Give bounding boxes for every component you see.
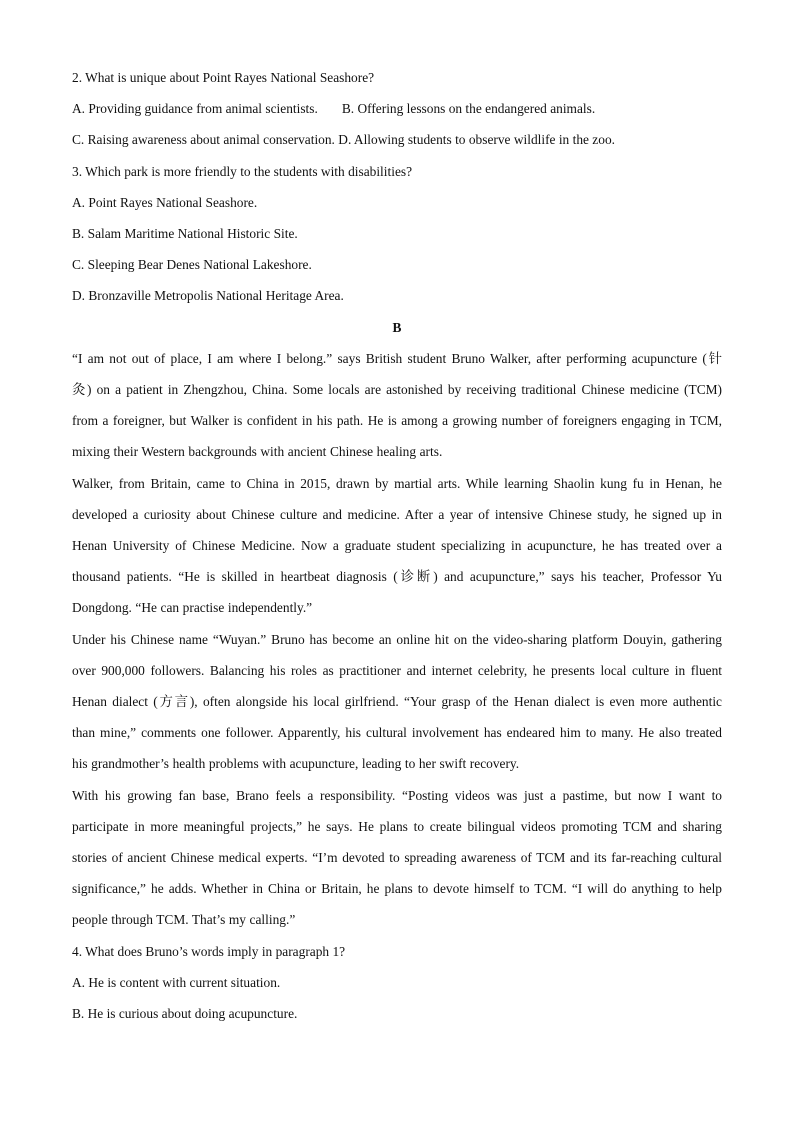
question-3-option-d: D. Bronzaville Metropolis National Heritage Area.: [72, 288, 344, 304]
question-2-options-ab: [72, 93, 722, 124]
paragraph-2-line: Dongdong. “He can practise independently.”: [72, 600, 313, 616]
paragraph-3-line: Under his Chinese name “Wuyan.” Bruno has become an online hit on the video-sharing platform Douyin, gathering: [72, 631, 722, 647]
paragraph-4: [72, 780, 722, 936]
question-2-option-b: B. Offering lessons on the endangered animals.: [341, 101, 596, 117]
paragraph-2-line: Walker, from Britain, came to China in 2015, drawn by martial arts. While learning Shaolin kung fu in Henan, he: [72, 475, 722, 491]
paragraph-3-line: than mine,” comments one follower. Apparently, his cultural involvement has endeared him to many. He also treated: [72, 725, 722, 741]
question-2-stem: 2. What is unique about Point Rayes National Seashore?: [72, 70, 375, 85]
paragraph-4-line: people through TCM. That’s my calling.”: [72, 912, 296, 928]
paragraph-3-line: his grandmother’s health problems with acupuncture, leading to her swift recovery.: [72, 756, 520, 772]
question-4-option-b: B. He is curious about doing acupuncture.: [72, 1006, 298, 1022]
paragraph-4-line: With his growing fan base, Brano feels a responsibility. “Posting videos was just a pastime, but now I want to: [72, 787, 722, 803]
paragraph-2: [72, 468, 722, 624]
paragraph-2-line: thousand patients. “He is skilled in heartbeat diagnosis (诊断) and acupuncture,” says his teacher, Professor Yu: [72, 569, 722, 585]
paragraph-1-line: 灸) on a patient in Zhengzhou, China. Some locals are astonished by receiving traditional Chinese medicine (TCM): [72, 382, 722, 398]
paragraph-4-line: participate in more meaningful projects,” he says. He plans to create bilingual videos promoting TCM and sharing: [72, 818, 722, 834]
paragraph-3-line: over 900,000 followers. Balancing his roles as practitioner and internet celebrity, he presents local culture in fluent: [72, 662, 722, 678]
question-3-option-b: B. Salam Maritime National Historic Site.: [72, 226, 298, 242]
question-3-stem: 3. Which park is more friendly to the students with disabilities?: [72, 163, 413, 179]
question-2-options-cd: [72, 124, 722, 155]
paragraph-4-line: significance,” he adds. Whether in China or Britain, he plans to devote himself to TCM. “I will do anything to help: [72, 881, 722, 897]
question-2-option-d: D. Allowing students to observe wildlife in the zoo.: [338, 132, 615, 148]
paragraph-1: [72, 343, 722, 468]
paragraph-3: [72, 624, 722, 780]
question-4-stem: 4. What does Bruno’s words imply in paragraph 1?: [72, 943, 346, 959]
question-4-option-a: A. He is content with current situation.: [72, 974, 281, 990]
paragraph-4-line: stories of ancient Chinese medical experts. “I’m devoted to spreading awareness of TCM and its far-reaching cultural: [72, 850, 722, 866]
question-2-option-c: C. Raising awareness about animal conservation.: [72, 132, 335, 148]
paragraph-3-line: Henan dialect (方言), often alongside his local girlfriend. “Your grasp of the Henan dialect is even more authentic: [72, 694, 722, 710]
paragraph-1-line: “I am not out of place, I am where I belong.” says British student Bruno Walker, after performing acupuncture (针: [72, 350, 722, 366]
question-3-option-a: A. Point Rayes National Seashore.: [72, 194, 258, 210]
question-3-option-c: C. Sleeping Bear Denes National Lakeshore.: [72, 257, 312, 273]
paragraph-1-line: mixing their Western backgrounds with ancient Chinese healing arts.: [72, 444, 443, 460]
paragraph-2-line: Henan University of Chinese Medicine. Now a graduate student specializing in acupuncture, he has treated over a: [72, 538, 722, 554]
paragraph-1-line: from a foreigner, but Walker is confident in his path. He is among a growing number of foreigners engaging in TCM,: [72, 413, 722, 429]
paragraph-2-line: developed a curiosity about Chinese culture and medicine. After a year of intensive Chinese study, he signed up in: [72, 506, 722, 522]
document-page: [72, 62, 722, 1029]
section-b-title: B: [392, 319, 402, 335]
question-2-option-a: A. Providing guidance from animal scientists.: [72, 101, 318, 117]
